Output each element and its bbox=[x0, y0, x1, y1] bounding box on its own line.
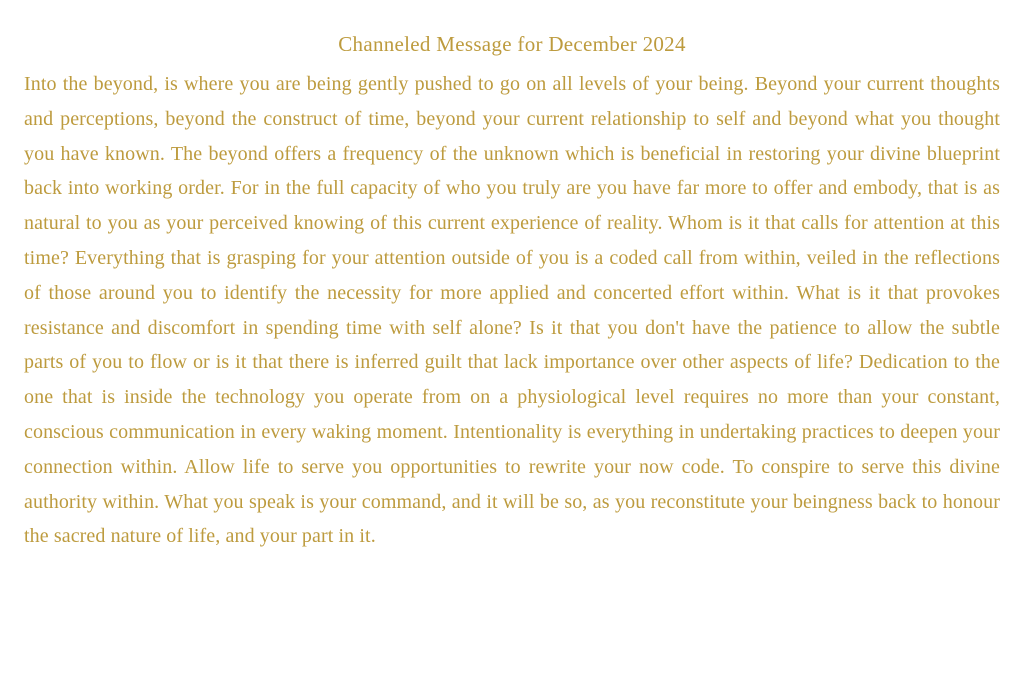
page-title: Channeled Message for December 2024 bbox=[338, 32, 686, 56]
message-paragraph: Into the beyond, is where you are being gently pushed to go on all levels of your being. Beyond your current thoughts and perceptions, beyond the construct of time, beyond your current relationship to self and beyond what you thought you have known. The beyond offers a frequency of the unknown which is beneficial in restoring your divine blueprint back into working order. For in the full capacity of who you truly are you have far more to offer and embody, that is as natural to you as your perceived knowing of this current experience of reality. Whom is it that calls for attention at this time? Everything that is grasping for your attention outside of you is a coded call from within, veiled in the reflections of those around you to identify the necessity for more applied and concerted effort within. What is it that provokes resistance and discomfort in spending time with self alone? Is it that you don't have the patience to allow the subtle parts of you to flow or is it that there is inferred guilt that lack importance over other aspects of life? Dedication to the one that is inside the technology you operate from on a physiological level requires no more than your constant, conscious communication in every waking moment. Intentionality is everything in undertaking practices to deepen your connection within. Allow life to serve you opportunities to rewrite your now code. To conspire to serve this divine authority within. What you speak is your command, and it will be so, as you reconstitute your beingness back to honour the sacred nature of life, and your part in it. bbox=[24, 73, 1000, 548]
